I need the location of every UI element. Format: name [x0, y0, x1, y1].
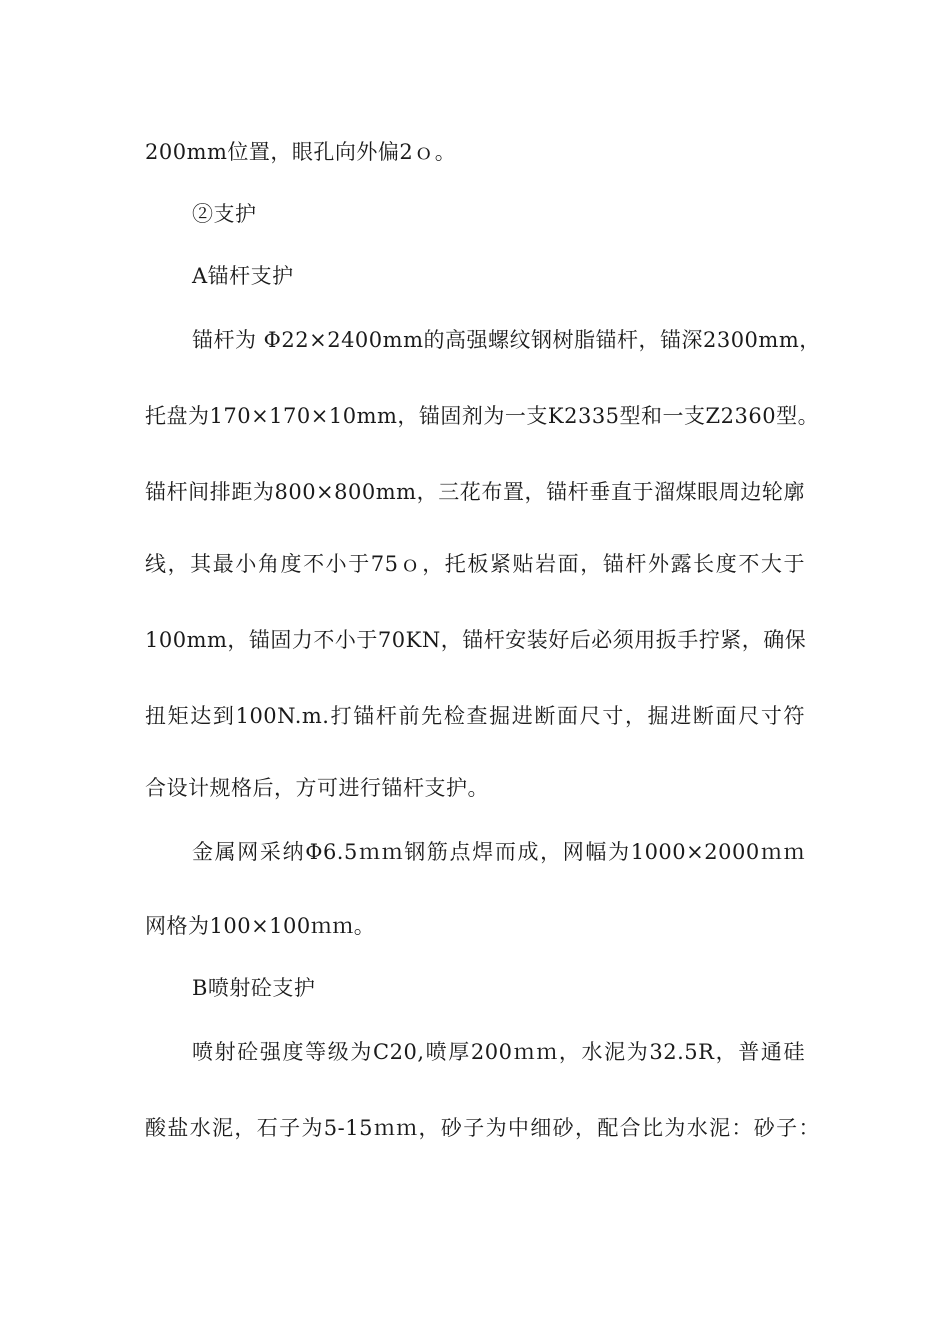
paragraph-line-shotcrete-1: 喷射砼强度等级为C20,喷厚200ｍｍ，水泥为32.5R，普通硅 — [192, 1040, 805, 1064]
paragraph-line-anchor-7: 合设计规格后，方可进行锚杆支护。 — [145, 776, 489, 800]
section-heading-support: ②支护 — [192, 202, 257, 226]
text-line-1: 200mm位置，眼孔向外偏2ｏ。 — [145, 140, 457, 164]
subheading-anchor-support: A锚杆支护 — [192, 264, 294, 288]
paragraph-line-anchor-3: 锚杆间排距为800×800mm，三花布置，锚杆垂直于溜煤眼周边轮廓 — [145, 480, 805, 504]
paragraph-line-anchor-4: 线，其最小角度不小于75ｏ，托板紧贴岩面，锚杆外露长度不大于 — [145, 552, 805, 576]
paragraph-line-mesh-2: 网格为100×100ｍｍ。 — [145, 914, 376, 938]
subheading-shotcrete-support: B喷射砼支护 — [192, 976, 316, 1000]
paragraph-line-anchor-1: 锚杆为 Φ22×2400mm的高强螺纹钢树脂锚杆，锚深2300mm， — [192, 328, 821, 352]
paragraph-line-anchor-6: 扭矩达到100N.m.打锚杆前先检查掘进断面尺寸，掘进断面尺寸符 — [145, 704, 805, 728]
paragraph-line-anchor-5: 100mm，锚固力不小于70KN，锚杆安装好后必须用扳手拧紧，确保 — [145, 628, 807, 652]
paragraph-line-shotcrete-2: 酸盐水泥，石子为5-15ｍｍ，砂子为中细砂，配合比为水泥：砂子： — [145, 1116, 820, 1140]
paragraph-line-mesh-1: 金属网采纳Φ6.5ｍｍ钢筋点焊而成，网幅为1000×2000ｍｍ — [192, 840, 805, 864]
paragraph-line-anchor-2: 托盘为170×170×10mm，锚固剂为一支K2335型和一支Z2360型。 — [145, 404, 820, 428]
